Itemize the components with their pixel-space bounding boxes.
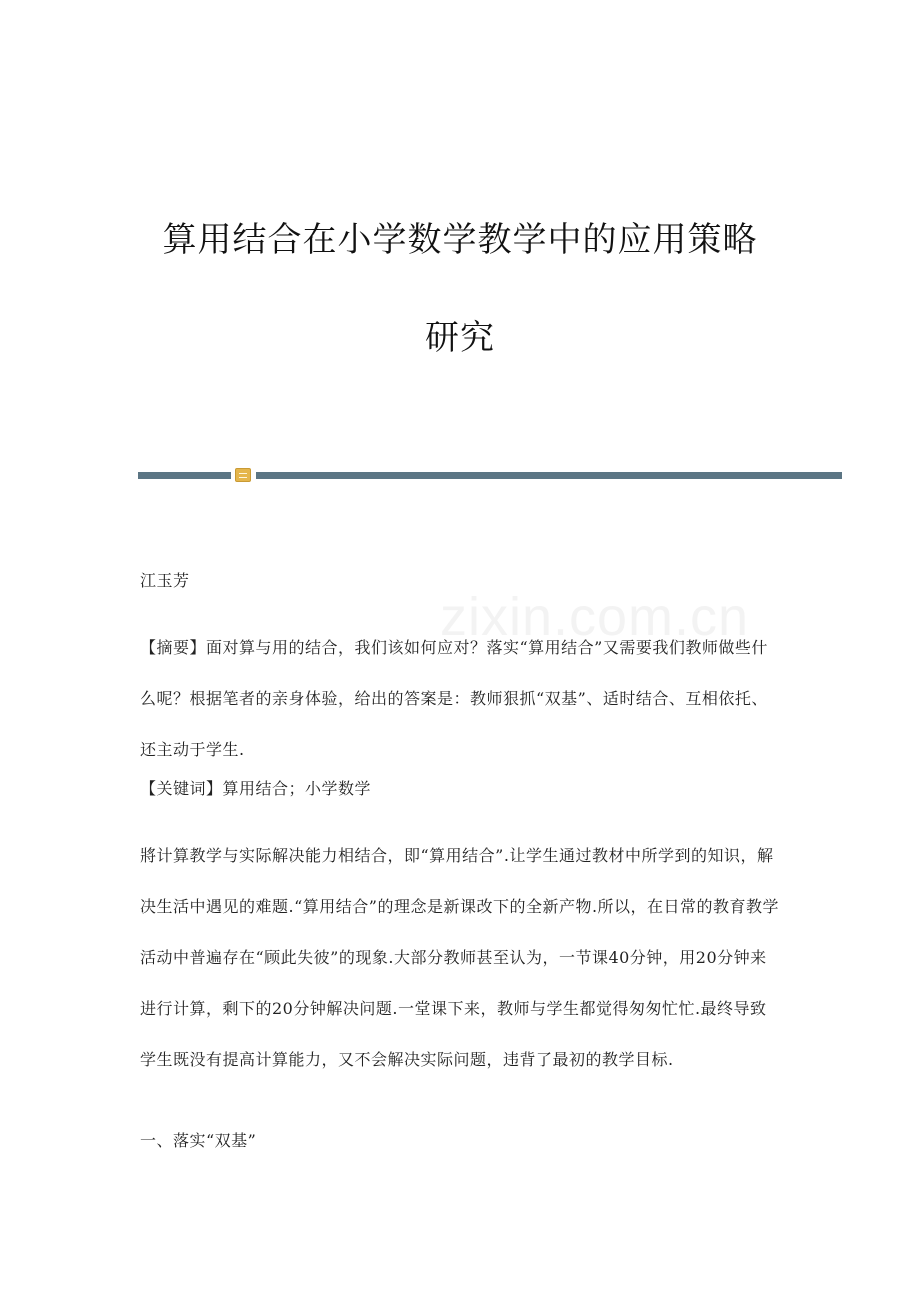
document-title-line-1: 算用结合在小学数学教学中的应用策略 (162, 220, 758, 260)
author: 江玉芳 (140, 571, 190, 590)
abstract: 【摘要】面对算与用的结合，我们该如何应对？落实“算用结合”又需要我们教师做些什么呢？根据笔者的亲身体验，给出的答案是：教师狠抓“双基”、适时结合、互相依托、还主动于学生. (140, 638, 768, 759)
divider-bar-left (138, 472, 231, 479)
title-divider (138, 468, 842, 482)
body-paragraph: 將计算教学与实际解决能力相结合，即“算用结合”.让学生通过教材中所学到的知识，解决生活中遇见的难题.“算用结合”的理念是新课改下的全新产物.所以，在日常的教育教学活动中普遍存在“顾此失彼”的现象.大部分教师甚至认为，一节课40分钟，用20分钟来进行计算，剩下的20分钟解决问题.一堂课下来，教师与学生都觉得匆匆忙忙.最终导致学生既没有提高计算能力，又不会解决实际问题，违背了最初的教学目标. (140, 846, 780, 1069)
document-badge-icon (235, 468, 251, 482)
watermark: zixin.com.cn (440, 587, 750, 647)
document-title-line-2: 研究 (425, 318, 495, 358)
divider-bar-right (256, 472, 842, 479)
keywords: 【关键词】算用结合；小学数学 (140, 779, 372, 798)
section-heading: 一、落实“双基” (140, 1131, 257, 1150)
